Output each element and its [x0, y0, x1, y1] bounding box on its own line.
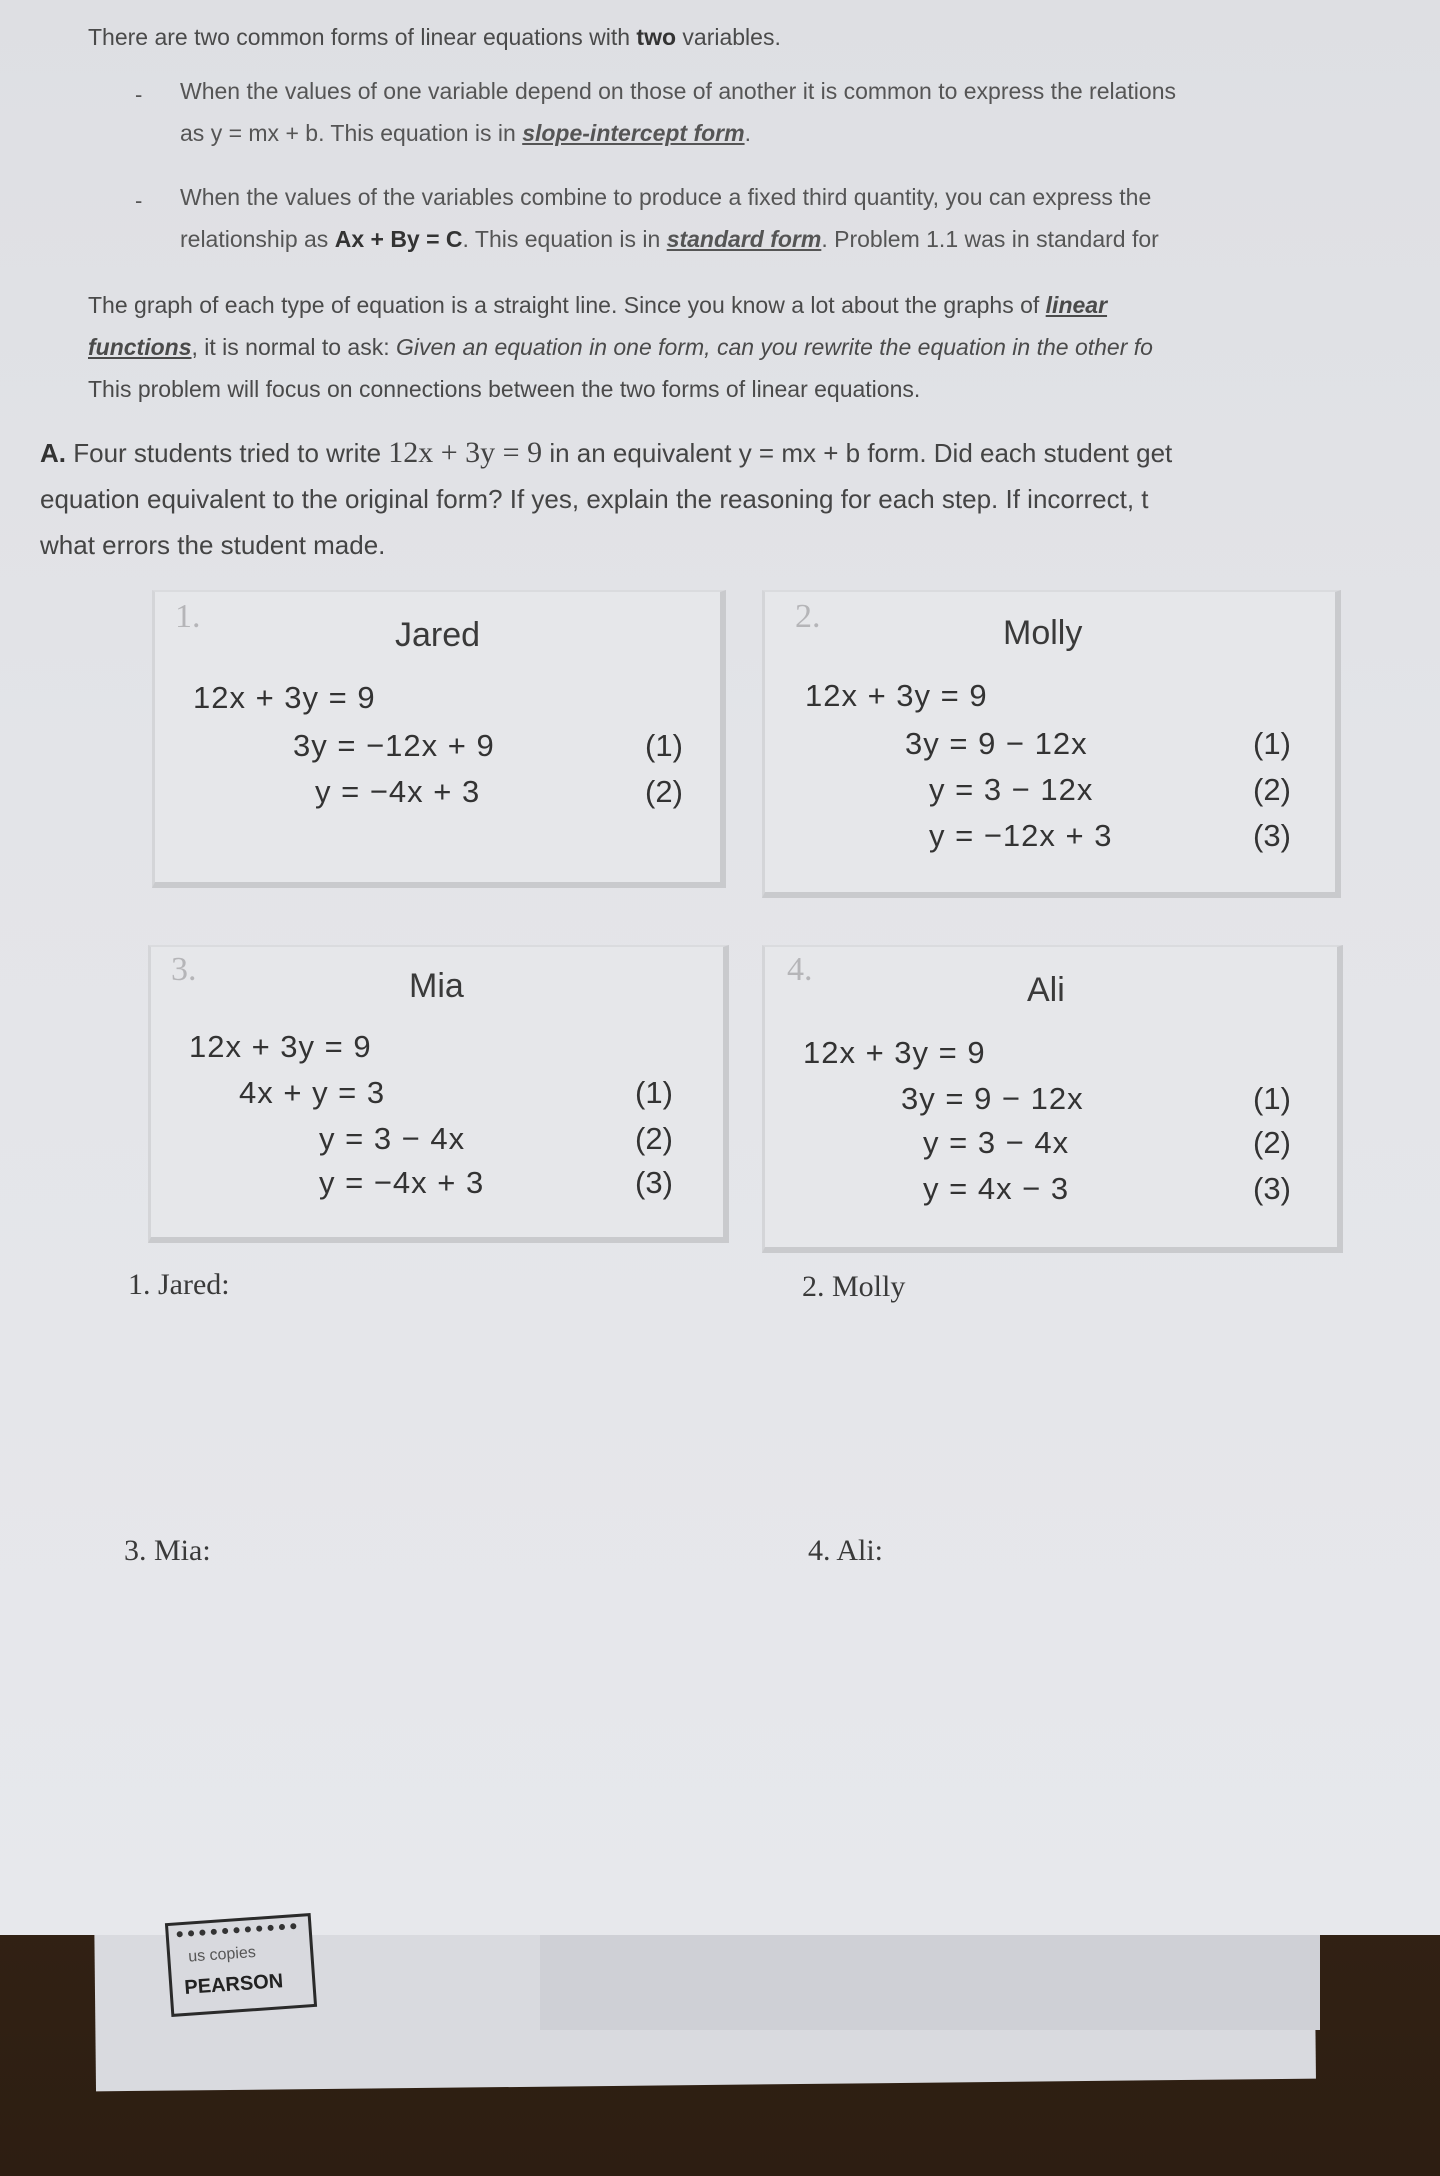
student-card-ali	[762, 945, 1343, 1253]
equation-step: y = −4x + 3	[315, 774, 481, 809]
step-label: (1)	[645, 728, 683, 763]
equation-step: y = 4x − 3	[923, 1171, 1070, 1206]
bullet-dash: -	[135, 188, 143, 213]
bullet-dash: -	[135, 82, 143, 107]
equation-start: 12x + 3y = 9	[805, 678, 988, 713]
bullet-standard-form: When the values of the variables combine to produce a fixed third quantity, you can express the relationship as Ax + By = C. This equation is in standard form. Problem 1.1 was in standard for	[180, 184, 1159, 252]
step-label: (2)	[645, 774, 683, 809]
equation-step: y = 3 − 12x	[929, 772, 1094, 807]
equation-start: 12x + 3y = 9	[189, 1029, 372, 1064]
step-label: (3)	[635, 1165, 673, 1200]
equation-step: 3y = 9 − 12x	[905, 726, 1088, 761]
answer-label-ali: 4. Ali:	[808, 1534, 884, 1567]
step-label: (3)	[1253, 818, 1291, 853]
answer-label-mia: 3. Mia:	[124, 1534, 211, 1567]
equation-step: 3y = 9 − 12x	[901, 1081, 1084, 1116]
step-label: (1)	[1253, 1081, 1291, 1116]
student-name: Molly	[1003, 614, 1083, 652]
card-number: 3.	[171, 951, 197, 988]
equation-step: 3y = −12x + 9	[293, 728, 495, 763]
stamp-label: us copies PEARSON	[165, 1913, 317, 2017]
student-card-molly	[762, 590, 1341, 898]
equation-step: y = 3 − 4x	[923, 1125, 1070, 1160]
answer-label-jared: 1. Jared:	[128, 1268, 230, 1301]
step-label: (2)	[1253, 1125, 1291, 1160]
equation-start: 12x + 3y = 9	[193, 680, 376, 715]
student-name: Mia	[409, 967, 464, 1005]
student-card-mia	[148, 945, 729, 1243]
graph-paragraph: The graph of each type of equation is a straight line. Since you know a lot about the graphs of linear functions, it is normal to ask: Given an equation in one form, can you rewrite the equation in the other fo This problem will focus on connections between the two forms of linear equations.	[88, 292, 1153, 402]
step-label: (3)	[1253, 1171, 1291, 1206]
card-number: 4.	[787, 951, 813, 988]
bullet-slope-intercept: When the values of one variable depend on those of another it is common to express the relations as y = mx + b. This equation is in slope-intercept form.	[180, 78, 1176, 146]
answer-label-molly: 2. Molly	[802, 1270, 906, 1303]
step-label: (2)	[1253, 772, 1291, 807]
equation-step: y = 3 − 4x	[319, 1121, 466, 1156]
card-number: 1.	[175, 598, 201, 635]
student-card-jared	[152, 590, 726, 888]
step-label: (1)	[1253, 726, 1291, 761]
equation-step: y = −4x + 3	[319, 1165, 485, 1200]
equation-start: 12x + 3y = 9	[803, 1035, 986, 1070]
student-name: Ali	[1027, 971, 1065, 1009]
step-label: (2)	[635, 1121, 673, 1156]
step-label: (1)	[635, 1075, 673, 1110]
student-name: Jared	[395, 616, 481, 654]
equation-step: y = −12x + 3	[929, 818, 1113, 853]
card-number: 2.	[795, 598, 821, 635]
equation-step: 4x + y = 3	[239, 1075, 386, 1110]
intro-text: There are two common forms of linear equations with two variables.	[88, 24, 781, 50]
question-a: A. Four students tried to write 12x + 3y = 9 in an equivalent y = mx + b form. Did each student get equation equivalent to the original form? If yes, explain the reasoning for each step. If incorrect, t what errors the student made.	[40, 436, 1173, 560]
